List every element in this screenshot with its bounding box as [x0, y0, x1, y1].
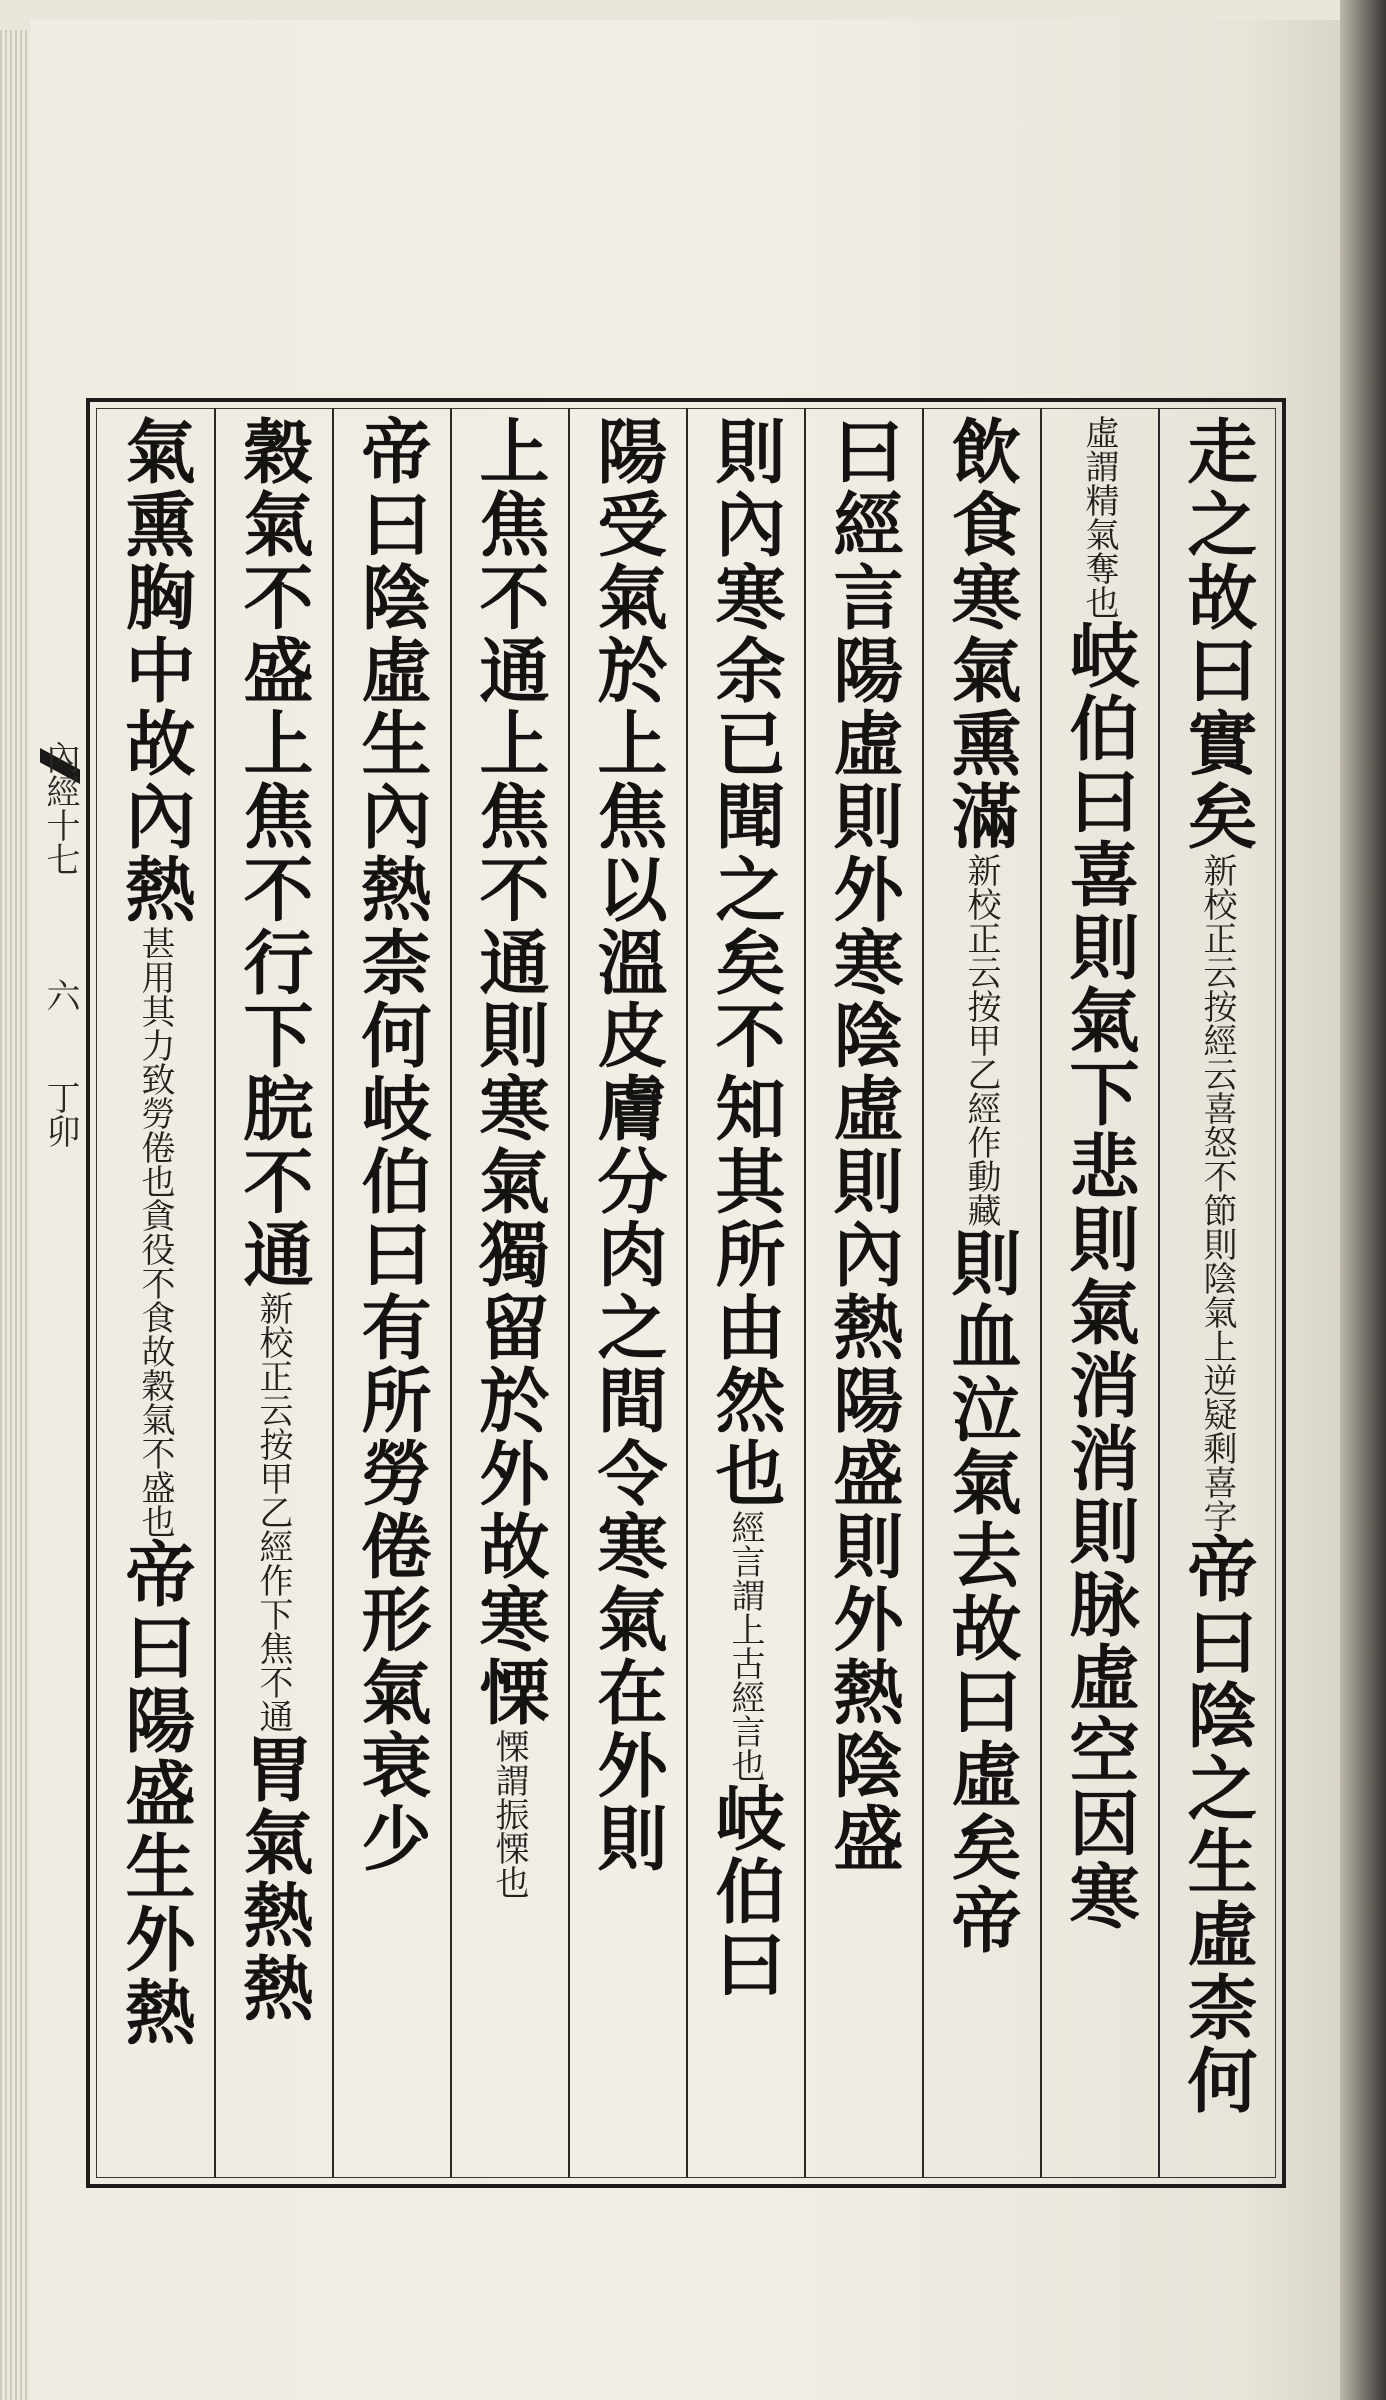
- column-rule: [568, 408, 570, 2178]
- column-rule: [1158, 408, 1160, 2178]
- column-rule: [804, 408, 806, 2178]
- main-text: 胃氣熱熱: [232, 1733, 315, 2025]
- text-column: [935, 415, 1027, 2175]
- main-text: 陽受氣於上焦以溫皮膚分肉之間令寒氣在外則: [586, 415, 669, 1875]
- column-rule: [922, 408, 924, 2178]
- main-text: 帝曰陽盛生外熱: [114, 1538, 197, 2049]
- commentary-note: 新校正云按經云喜怒不節則陰氣上逆疑剩喜字: [1197, 853, 1237, 1533]
- main-text: 帝曰陰之生虛柰何: [1176, 1533, 1259, 2117]
- text-column: [1053, 415, 1145, 2175]
- main-text: 則血泣氣去故曰虛矣帝: [940, 1227, 1023, 1957]
- main-text: 氣熏胸中故內熱: [114, 415, 197, 926]
- commentary-note: 甚用其力致勞倦也貪役不食故穀氣不盛也: [135, 926, 175, 1538]
- text-column: [699, 415, 791, 2175]
- binding-shadow: [1340, 0, 1386, 2400]
- main-text: 帝曰陰虛生內熱柰何岐伯曰有所勞倦形氣衰少: [350, 415, 433, 1875]
- main-text: 走之故曰實矣: [1176, 415, 1259, 853]
- main-text: 則內寒余已聞之矣不知其所由然也: [704, 415, 787, 1510]
- main-text: 上焦不通上焦不通則寒氣獨留於外故寒慄: [468, 415, 551, 1729]
- column-rule: [214, 408, 216, 2178]
- text-column: [345, 415, 437, 2175]
- commentary-note: 經言謂上古經言也: [725, 1510, 765, 1782]
- column-rule: [450, 408, 452, 2178]
- column-rule: [332, 408, 334, 2178]
- main-text: 岐伯曰: [704, 1782, 787, 2001]
- text-column: [581, 415, 673, 2175]
- margin-title: 內經十七 六 丁卯: [40, 740, 80, 1148]
- column-rule: [1040, 408, 1042, 2178]
- main-text: 曰經言陽虛則外寒陰虛則內熱陽盛則外熱陰盛: [822, 415, 905, 1875]
- text-column: [227, 415, 319, 2175]
- main-text: 飲食寒氣熏滿: [940, 415, 1023, 853]
- commentary-note: 慄謂振慄也: [489, 1729, 529, 1899]
- text-column: [109, 415, 201, 2175]
- text-column: [463, 415, 555, 2175]
- text-column: [1171, 415, 1263, 2175]
- page-stack-edge: [0, 30, 30, 2400]
- main-text: 岐伯曰喜則氣下悲則氣消消則脉虛空因寒: [1058, 619, 1141, 1933]
- commentary-note: 新校正云按甲乙經作動藏: [961, 853, 1001, 1227]
- main-text: 穀氣不盛上焦不行下脘不通: [232, 415, 315, 1291]
- commentary-note: 新校正云按甲乙經作下焦不通: [253, 1291, 293, 1733]
- column-rule: [686, 408, 688, 2178]
- text-column: [817, 415, 909, 2175]
- commentary-note: 虛謂精氣奪也: [1079, 415, 1119, 619]
